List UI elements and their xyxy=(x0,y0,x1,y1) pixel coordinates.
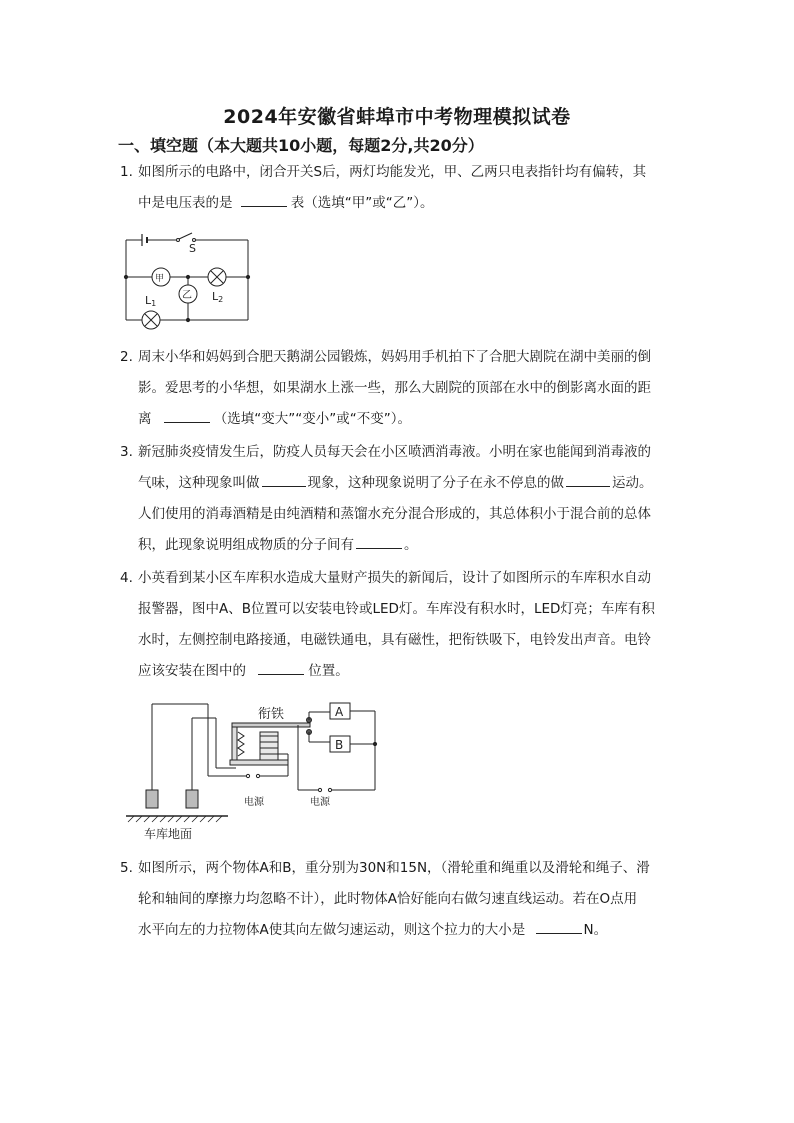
question-text-line: 轮和轴间的摩擦力均忽略不计），此时物体A恰好能向右做匀速直线运动。若在O点用 xyxy=(138,891,638,907)
page-title: 2024年安徽省蚌埠市中考物理模拟试卷 xyxy=(223,106,571,128)
switch-label: S xyxy=(189,242,196,255)
lamp-l1-label: L1 xyxy=(145,294,157,308)
answer-blank[interactable] xyxy=(262,472,306,487)
question-text-line: （选填“变大”“变小”或“不变”）。 xyxy=(213,411,412,427)
answer-blank[interactable] xyxy=(258,660,304,675)
question-number: 5. xyxy=(120,860,133,876)
question-text-line: 现象，这种现象说明了分子在永不停息的做 xyxy=(307,475,564,491)
question-text-line: 如图所示，两个物体A和B，重分别为30N和15N，（滑轮重和绳重以及滑轮和绳子、滑 xyxy=(138,860,650,876)
question-text-line: 水时，左侧控制电路接通，电磁铁通电，具有磁性，把衔铁吸下，电铃发出声音。电铃 xyxy=(138,632,651,648)
power-label-left: 电源 xyxy=(244,797,264,808)
answer-blank[interactable] xyxy=(241,192,287,207)
question-text-line: 运动。 xyxy=(612,475,653,491)
answer-blank[interactable] xyxy=(566,472,610,487)
question-text-line: 影。爱思考的小华想，如果湖水上涨一些，那么大剧院的顶部在水中的倒影离水面的距 xyxy=(138,380,651,396)
question-text-line: 中是电压表的是 xyxy=(138,195,233,211)
garage-alarm-diagram xyxy=(120,692,390,844)
magnet-base xyxy=(230,760,288,765)
question-text-line: 小英看到某小区车库积水造成大量财产损失的新闻后，设计了如图所示的车库积水自动 xyxy=(138,570,651,586)
question-text-line: 报警器，图中A、B位置可以安装电铃或LED灯。车库没有积水时，LED灯亮；车库有积 xyxy=(138,601,655,617)
question-text-line: 新冠肺炎疫情发生后，防疫人员每天会在小区喷洒消毒液。小明在家也能闻到消毒液的 xyxy=(138,444,651,460)
question-text-line: 位置。 xyxy=(308,663,349,679)
question-text-line: 气味，这种现象叫做 xyxy=(138,475,260,491)
question-text-line: 离 xyxy=(138,411,152,427)
water-probe-right xyxy=(186,790,198,808)
switch-lever xyxy=(179,233,192,239)
answer-blank[interactable] xyxy=(536,919,582,934)
question-text-line: 。 xyxy=(404,537,418,553)
position-a-label: A xyxy=(335,705,344,719)
question-5 xyxy=(120,853,680,946)
question-2 xyxy=(120,342,680,435)
question-text-line: N。 xyxy=(583,922,608,938)
question-number: 4. xyxy=(120,570,133,586)
armature-label: 衔铁 xyxy=(258,707,285,722)
question-number: 3. xyxy=(120,444,133,460)
power-label-right: 电源 xyxy=(310,797,330,808)
question-text-line: 表（选填“甲”或“乙”）。 xyxy=(290,195,434,211)
question-text-line: 应该安装在图中的 xyxy=(138,663,246,679)
question-text-line: 如图所示的电路中，闭合开关S后，两灯均能发光，甲、乙两只电表指针均有偏转，其 xyxy=(138,164,647,180)
question-3 xyxy=(120,437,680,561)
lamp-l2-label: L2 xyxy=(212,290,224,304)
question-4 xyxy=(120,563,680,687)
water-probe-left xyxy=(146,790,158,808)
meter-jia-label: 甲 xyxy=(155,274,165,284)
section-heading: 一、填空题（本大题共10小题，每题2分,共20分） xyxy=(118,136,484,155)
circuit-diagram-1 xyxy=(118,228,258,336)
meter-yi-label: 乙 xyxy=(182,290,192,301)
question-number: 1. xyxy=(120,164,133,180)
question-text-line: 水平向左的力拉物体A使其向左做匀速运动，则这个拉力的大小是 xyxy=(138,922,526,938)
answer-blank[interactable] xyxy=(356,534,402,549)
spring xyxy=(238,732,244,756)
answer-blank[interactable] xyxy=(164,408,210,423)
position-b-label: B xyxy=(335,738,344,752)
question-1 xyxy=(120,157,680,219)
question-number: 2. xyxy=(120,349,133,365)
question-text-line: 人们使用的消毒酒精是由纯酒精和蒸馏水充分混合形成的，其总体积小于混合前的总体 xyxy=(138,506,651,522)
question-text-line: 积，此现象说明组成物质的分子间有 xyxy=(138,537,354,553)
question-text-line: 周末小华和妈妈到合肥天鹅湖公园锻炼，妈妈用手机拍下了合肥大剧院在湖中美丽的倒 xyxy=(138,349,651,365)
floor-label: 车库地面 xyxy=(144,827,193,841)
